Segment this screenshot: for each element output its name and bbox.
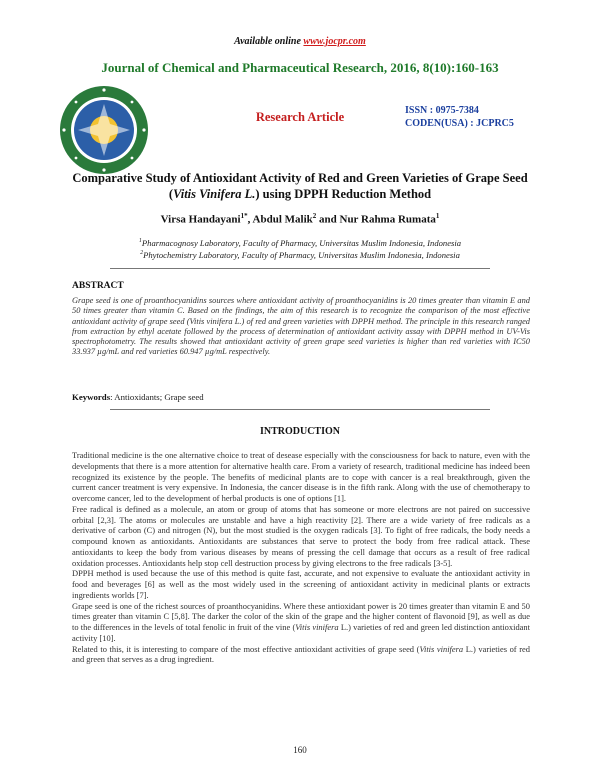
author-affiliation-mark: 1: [435, 212, 440, 220]
affiliation-text: Pharmacognosy Laboratory, Faculty of Pharmacy, Universitas Muslim Indonesia, Indonesia: [141, 238, 462, 248]
journal-seal-logo: [58, 84, 150, 176]
page-number: 160: [293, 745, 307, 755]
author-name: Virsa Handayani: [160, 213, 241, 226]
affiliation-number: 1: [138, 238, 142, 245]
paragraph-text: L.) varieties of red and green that serves as a drug ingredient.: [72, 643, 530, 665]
paragraph-text: Grape seed is one of the richest sources of proanthocyanidins. Where these antioxidant power is 20 times greater than vitamin E and 50 times greater than vitamin C [5,8]. The darker the color of the skin of the grape and the higher content of flavonoid [9], as well as due to the differences in the levels of total fenolic in fruit of the vine (: [72, 600, 530, 632]
body-paragraph: [72, 450, 530, 504]
coden-text: CODEN(USA) : JCPRC5: [405, 118, 514, 129]
issn-text: ISSN : 0975-7384: [405, 105, 479, 116]
paragraph-text: DPPH method is used because the use of this method is quite fast, accurate, and not expensive to evaluate the antioxidant activity in food and beverages [6] as well as the most widely used in the screening of antioxidant activity in medicinal plants or extracts ingredients worlds [7].: [72, 568, 530, 600]
affiliation-number: 2: [140, 250, 144, 257]
author-name: Nur Rahma Rumata: [339, 213, 436, 226]
divider: [110, 268, 490, 269]
article-type-label: Research Article: [255, 110, 345, 124]
keywords-text: : Antioxidants; Grape seed: [110, 392, 204, 402]
paragraph-text: Traditional medicine is the one alternative choice to treat of desease especially with the consciousness for back to nature, even with the developments that there is a more attention for alternative health care. From a variety of research, traditional medicine has indeed been recognized its existence by the people. The benefits of medicinal plants are to cope with cancer is a real breakthrough, given the current cancer treatment is very expensive. In Indonesia, the cancer disease is in the fifth rank. Along with the use of chemotherapy to overcome cancer, led to the development of herbal products is one of options [1].: [72, 450, 530, 503]
issn-block: [405, 104, 535, 130]
affiliation-1: [0, 238, 600, 248]
paragraph-text: Related to this, it is interesting to compare of the most effective antioxidant activities of grape seed (: [72, 643, 420, 654]
author-affiliation-mark: 1*: [240, 212, 248, 220]
species-name-italic: Vitis vinifera: [295, 622, 339, 632]
available-prefix: Available online: [234, 36, 304, 47]
abstract-text: Grape seed is one of proanthocyanidins sources where antioxidant activity of proanthocyanidins is 20 times greater than vitamin E and 50 times greater than vitamin C. Based on the findings, the aim of this research is to recognize the comparison of the most effective antioxidant activity of grape seed (Vitis vinifera L.) of red and green varieties with DPPH method. The principle in this research ranged from extraction by ethyl acetate followed by the process of determination of antioxidant activity assay with DPPH method in UV-Vis spectrophotometry. The results showed that antioxidant activity of green grape seed varieties is higher than red varieties with IC50 33.937 µg/mL and red varieties 60.947 µg/mL respectively.: [72, 296, 530, 357]
article-title: [60, 170, 540, 202]
body-paragraph: [72, 644, 530, 666]
author-affiliation-mark: 2: [312, 212, 317, 220]
author-separator: ,: [247, 213, 253, 226]
author-separator: and: [316, 213, 340, 226]
keywords-label: Keywords: [72, 392, 111, 402]
paragraph-text: L.) varieties of red and green led distinction antioxidant activity [10].: [72, 622, 530, 643]
title-part-2: ) using DPPH Reduction Method: [255, 187, 432, 201]
author-name: Abdul Malik: [252, 213, 313, 226]
body-paragraph: [72, 504, 530, 569]
keywords-line: [72, 392, 204, 402]
journal-citation-line: Journal of Chemical and Pharmaceutical Research, 2016, 8(10):160-163: [101, 60, 499, 75]
author-list: [0, 212, 600, 226]
journal-url-link[interactable]: www.jocpr.com: [303, 36, 366, 47]
species-name-italic: Vitis vinifera: [419, 643, 464, 654]
abstract-heading: ABSTRACT: [72, 281, 124, 291]
availability-line: [0, 36, 600, 47]
introduction-body: [72, 450, 530, 665]
introduction-heading: INTRODUCTION: [259, 426, 340, 437]
title-part-1: Comparative Study of Antioxidant Activity of Red and Green Varieties of Grape Seed (: [72, 171, 528, 201]
affiliation-2: [0, 250, 600, 260]
body-paragraph: [72, 601, 530, 644]
divider: [110, 409, 490, 410]
title-italic-species: Vitis Vinifera L.: [173, 187, 256, 201]
body-paragraph: [72, 568, 530, 600]
paragraph-text: Free radical is defined as a molecule, an atom or group of atoms that has someone or more electrons are not paired on successive orbital [2,3]. The atoms or molecules are unstable and have a high reactivity [2]. There are a wide variety of free radicals as a derivative of carbon (C) and nitrogen (N), but the most studied is the oxygen radicals [3]. To fight of free radicals, the body needs a compound known as antioxidants. Antioxidants are substances that serve to protect the body from free radical attack. These antioxidants to keep the body from various diseases by means of pressing the cell damage that occurs as a result of free radical oxidation processes. Antioxidants help stop cell destruction process by giving electrons to the free radicals [3-5].: [72, 503, 530, 568]
affiliation-text: Phytochemistry Laboratory, Faculty of Pharmacy, Universitas Muslim Indonesia, Indonesia: [143, 250, 460, 260]
